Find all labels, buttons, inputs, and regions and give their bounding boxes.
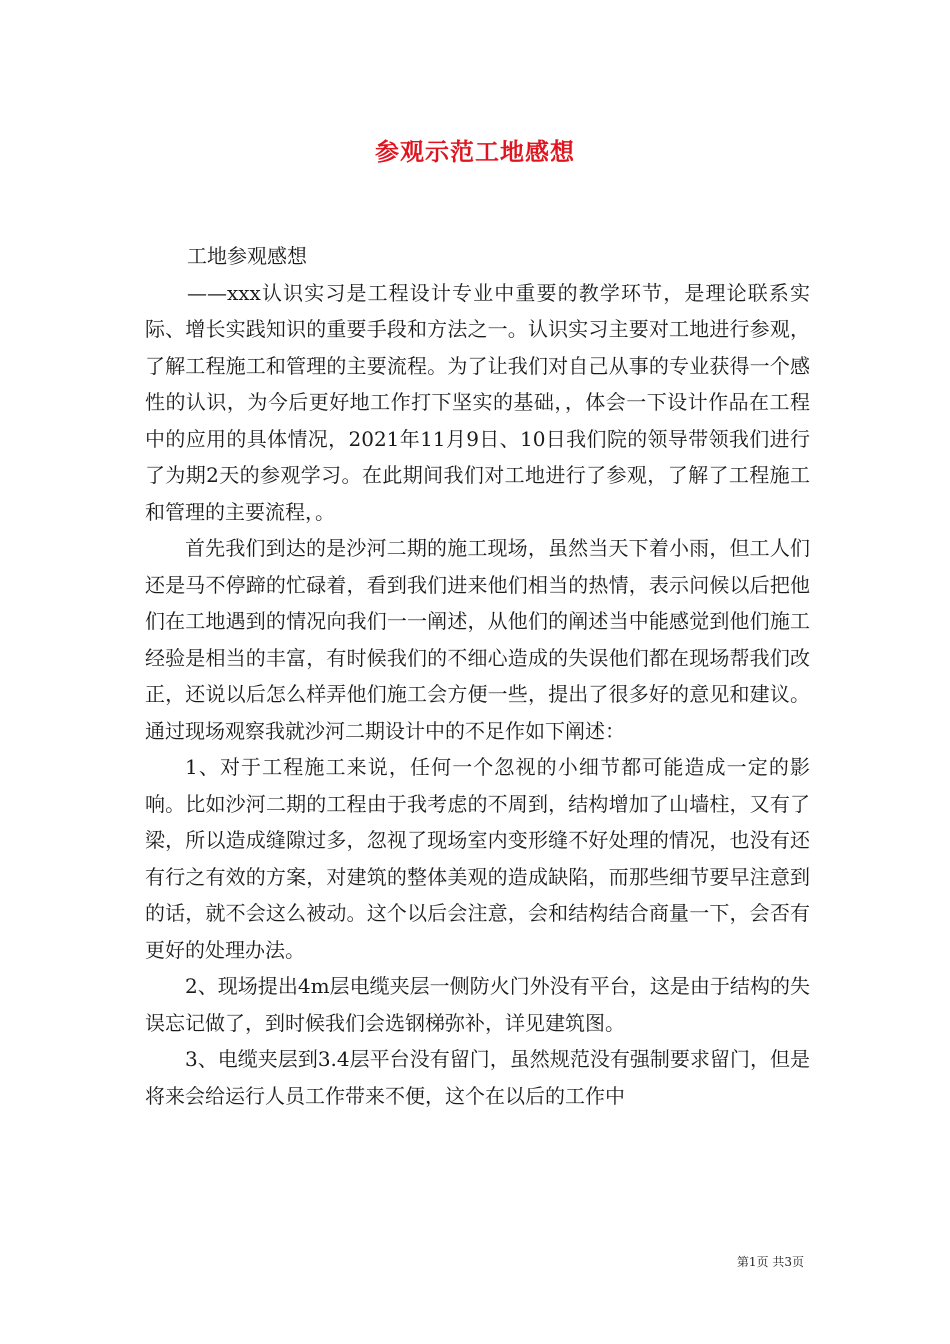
document-body: [145, 238, 810, 1114]
page-number: 第1页 共3页: [736, 1255, 804, 1269]
paragraph-point-3: 3、电缆夹层到3.4层平台没有留门，虽然规范没有强制要求留门，但是将来会给运行人员工作带来不便，这个在以后的工作中: [145, 1047, 810, 1108]
document-subtitle: 工地参观感想: [187, 244, 307, 268]
document-title: 参观示范工地感想: [375, 138, 575, 166]
paragraph-site-visit: 首先我们到达的是沙河二期的施工现场，虽然当天下着小雨，但工人们还是马不停蹄的忙碌着，看到我们进来他们相当的热情，表示问候以后把他们在工地遇到的情况向我们一一阐述，从他们的阐述当中能感觉到他们施工经验是相当的丰富，有时候我们的不细心造成的失误他们都在现场帮我们改正，还说以后怎么样弄他们施工会方便一些，提出了很多好的意见和建议。通过现场观察我就沙河二期设计中的不足作如下阐述：: [145, 536, 810, 743]
paragraph-intro: ——xxx认识实习是工程设计专业中重要的教学环节，是理论联系实际、增长实践知识的重要手段和方法之一。认识实习主要对工地进行参观，了解工程施工和管理的主要流程。为了让我们对自己从事的专业获得一个感性的认识，为今后更好地工作打下坚实的基础，，体会一下设计作品在工程中的应用的具体情况，2021年11月9日、10日我们院的领导带领我们进行了为期2天的参观学习。在此期间我们对工地进行了参观，了解了工程施工和管理的主要流程，。: [145, 280, 810, 524]
paragraph-point-1: 1、对于工程施工来说，任何一个忽视的小细节都可能造成一定的影响。比如沙河二期的工程由于我考虑的不周到，结构增加了山墙柱，又有了梁，所以造成缝隙过多，忽视了现场室内变形缝不好处理的情况，也没有还有行之有效的方案，对建筑的整体美观的造成缺陷，而那些细节要早注意到的话，就不会这么被动。这个以后会注意，会和结构结合商量一下，会否有更好的处理办法。: [145, 755, 810, 962]
paragraph-point-2: 2、现场提出4m层电缆夹层一侧防火门外没有平台，这是由于结构的失误忘记做了，到时候我们会选钢梯弥补，详见建筑图。: [145, 974, 810, 1035]
